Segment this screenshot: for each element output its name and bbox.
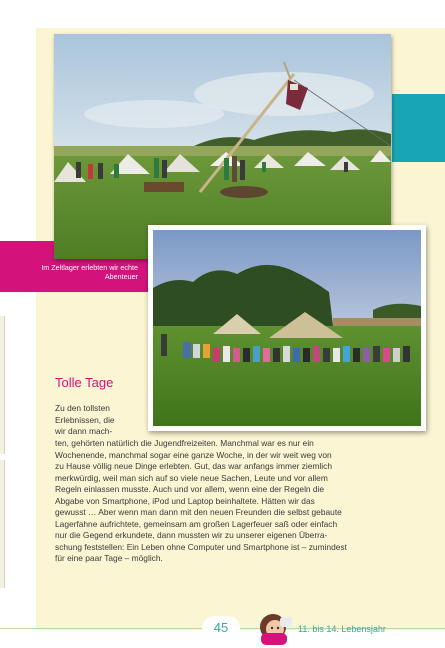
previous-page-edge	[0, 316, 5, 588]
body-line: für eine paar Tage – möglich.	[55, 553, 163, 563]
body-line: Regeln einlassen musste. Auch und vor allem, wenn eine der Regeln die	[55, 484, 325, 494]
page-number: 45	[202, 616, 240, 640]
photo-caption: Im Zeltlager erlebten wir echte Abenteuer	[41, 263, 138, 281]
age-range-label: 11. bis 14. Lebensjahr	[298, 624, 386, 634]
intro-line: wir dann mach-	[55, 426, 113, 436]
article-body	[55, 438, 393, 565]
body-line: merkwürdig, weil man sich auf so viele neue Sachen, Leute und vor allem	[55, 472, 328, 483]
group-photo-frame	[148, 225, 426, 431]
body-line: schung feststellen: Ein Leben ohne Computer und Smartphone ist – zumindest	[55, 541, 347, 552]
body-line: nur die Gegend erkundete, dann mussten wir zu unserer eigenen Überra-	[55, 530, 328, 540]
body-line: ten, gehörten natürlich die Jugendfreizeiten. Manchmal war es nur ein	[55, 438, 314, 448]
body-line: Wochenende, manchmal sogar eine ganze Woche, in der wir weit weg von	[55, 449, 332, 460]
body-line: zu Hause völlig neue Dinge erlebten. Gut, das war anfangs immer ziemlich	[55, 461, 332, 471]
group-photo	[153, 230, 421, 426]
body-line: Abgabe von Smartphone, iPod und Laptop beinhaltete. Hätten wir das	[55, 495, 315, 506]
child-avatar-icon	[256, 611, 294, 645]
intro-line: Zu den tollsten	[55, 403, 110, 413]
article-heading: Tolle Tage	[55, 375, 114, 390]
article-intro	[55, 403, 150, 438]
body-line: gewusst … Aber wenn man dann mit den neuen Freunden die selbst gebaute	[55, 507, 342, 517]
body-line: Lagerfahne aufrichtete, gemeinsam am großen Lagerfeuer saß oder einfach	[55, 518, 338, 529]
teal-accent-block	[392, 94, 445, 162]
intro-line: Erlebnissen, die	[55, 414, 115, 425]
